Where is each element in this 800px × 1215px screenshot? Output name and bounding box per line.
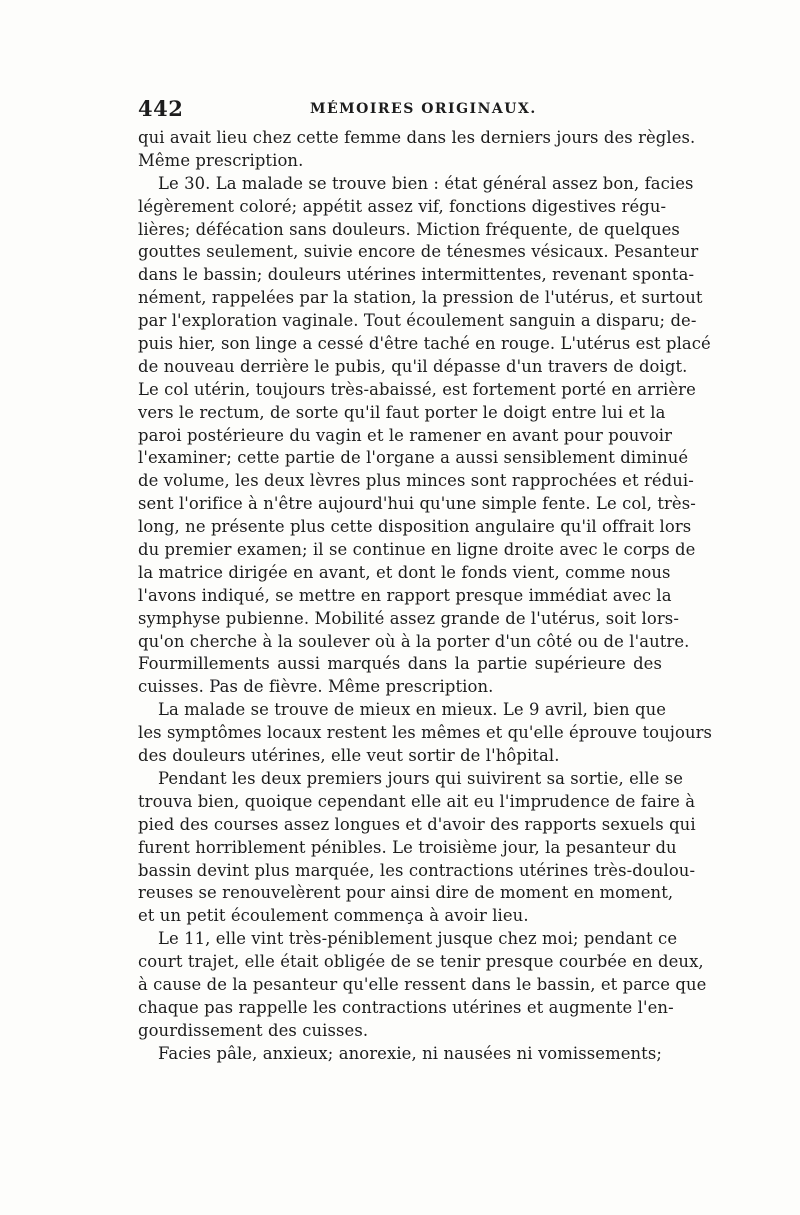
- text-line: qui avait lieu chez cette femme dans les derniers jours des règles.: [138, 128, 696, 147]
- text-line: cuisses. Pas de fièvre. Même prescription.: [138, 677, 494, 697]
- text-line: trouva bien, quoique cependant elle ait eu l'imprudence de faire à: [138, 791, 696, 811]
- text-line: paroi postérieure du vagin et le ramener en avant pour pouvoir: [138, 425, 673, 445]
- text-line: Pendant les deux premiers jours qui suivirent sa sortie, elle se: [158, 768, 684, 788]
- text-line: chaque pas rappelle les contractions utérines et augmente l'en-: [138, 997, 674, 1017]
- text-line: l'examiner; cette partie de l'organe a aussi sensiblement diminué: [138, 448, 689, 468]
- text-line: gourdissement des cuisses.: [138, 1020, 369, 1040]
- text-line: à cause de la pesanteur qu'elle ressent dans le bassin, et parce que: [138, 974, 707, 994]
- text-line: sent l'orifice à n'être aujourd'hui qu'une simple fente. Le col, très-: [138, 494, 696, 514]
- text-line: lières; défécation sans douleurs. Miction fréquente, de quelques: [138, 219, 680, 239]
- text-line: légèrement coloré; appétit assez vif, fonctions digestives régu-: [138, 196, 667, 216]
- text-line: dans le bassin; douleurs utérines intermittentes, revenant sponta-: [138, 265, 695, 285]
- page-number: 442: [138, 96, 184, 121]
- text-line: Même prescription.: [138, 150, 304, 170]
- body-text: [138, 127, 713, 1066]
- text-line: de nouveau derrière le pubis, qu'il dépasse d'un travers de doigt.: [138, 356, 688, 376]
- page-header: [138, 96, 668, 126]
- running-head: MÉMOIRES ORIGINAUX.: [310, 101, 537, 117]
- text-line: Fourmillements aussi marqués dans la partie supérieure des: [138, 654, 662, 674]
- text-line: Facies pâle, anxieux; anorexie, ni nausées ni vomissements;: [158, 1043, 662, 1063]
- text-line: par l'exploration vaginale. Tout écoulement sanguin a disparu; de-: [138, 311, 697, 331]
- text-line: reuses se renouvelèrent pour ainsi dire de moment en moment,: [138, 883, 674, 903]
- text-line: Le 30. La malade se trouve bien : état général assez bon, facies: [158, 173, 694, 193]
- text-line: puis hier, son linge a cessé d'être taché en rouge. L'utérus est placé: [138, 334, 711, 354]
- text-line: les symptômes locaux restent les mêmes et qu'elle éprouve toujours: [138, 723, 713, 743]
- text-line: symphyse pubienne. Mobilité assez grande de l'utérus, soit lors-: [138, 608, 679, 628]
- text-line: furent horriblement pénibles. Le troisième jour, la pesanteur du: [138, 837, 677, 857]
- text-line: pied des courses assez longues et d'avoir des rapports sexuels qui: [138, 814, 696, 834]
- text-line: long, ne présente plus cette disposition angulaire qu'il offrait lors: [138, 517, 692, 537]
- text-line: bassin devint plus marquée, les contractions utérines très-doulou-: [138, 860, 696, 880]
- text-line: gouttes seulement, suivie encore de ténesmes vésicaux. Pesanteur: [138, 242, 699, 262]
- text-line: la matrice dirigée en avant, et dont le fonds vient, comme nous: [138, 562, 671, 582]
- text-line: nément, rappelées par la station, la pression de l'utérus, et surtout: [138, 288, 703, 308]
- text-line: du premier examen; il se continue en ligne droite avec le corps de: [138, 540, 696, 560]
- text-line: vers le rectum, de sorte qu'il faut porter le doigt entre lui et la: [138, 402, 666, 422]
- text-line: court trajet, elle était obligée de se tenir presque courbée en deux,: [138, 952, 704, 972]
- text-line: Le 11, elle vint très-péniblement jusque chez moi; pendant ce: [158, 929, 678, 949]
- text-line: La malade se trouve de mieux en mieux. Le 9 avril, bien que: [158, 700, 667, 720]
- text-line: et un petit écoulement commença à avoir lieu.: [138, 906, 529, 926]
- text-line: l'avons indiqué, se mettre en rapport presque immédiat avec la: [138, 585, 672, 605]
- text-line: qu'on cherche à la soulever où à la porter d'un côté ou de l'autre.: [138, 631, 690, 651]
- text-line: des douleurs utérines, elle veut sortir de l'hôpital.: [138, 746, 560, 766]
- text-line: Le col utérin, toujours très-abaissé, est fortement porté en arrière: [138, 379, 696, 399]
- text-line: de volume, les deux lèvres plus minces sont rapprochées et rédui-: [138, 471, 694, 491]
